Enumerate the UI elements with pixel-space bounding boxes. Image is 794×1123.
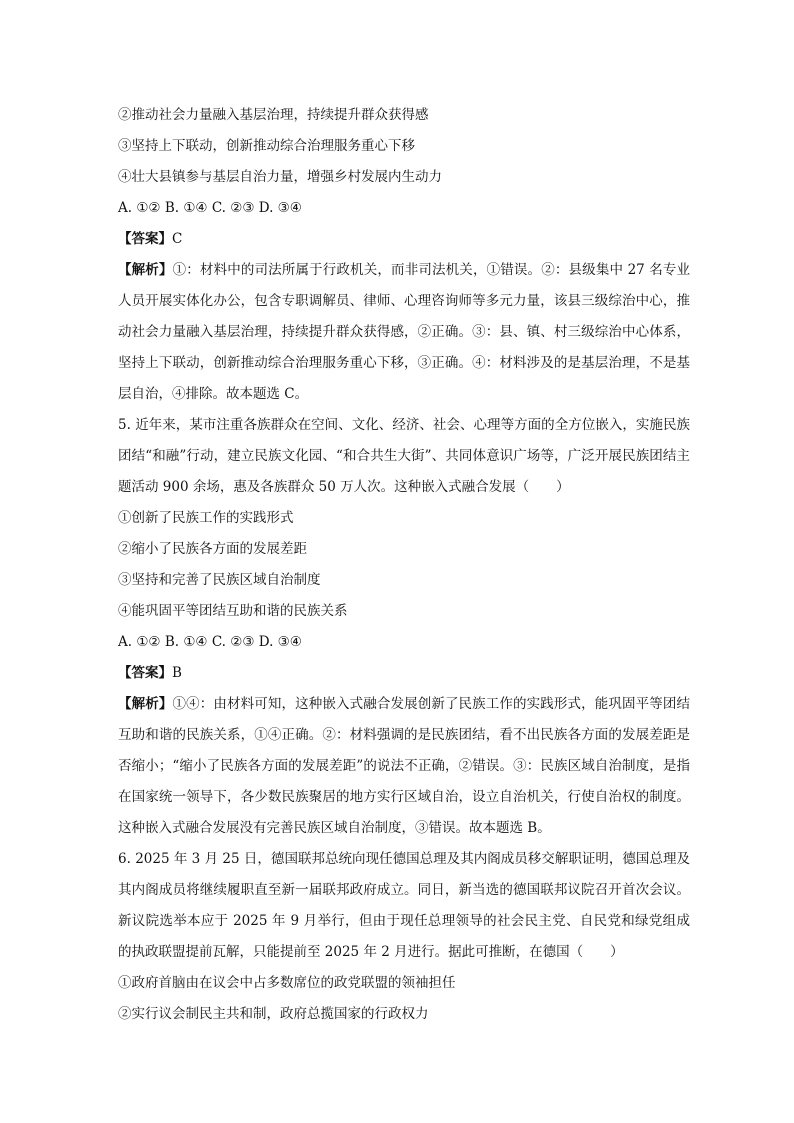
q6-option-1: ①政府首脑由在议会中占多数席位的政党联盟的领袖担任 [118,975,456,991]
q5-option-2: ②缩小了民族各方面的发展差距 [118,541,307,557]
q4-option-2: ②推动社会力量融入基层治理，持续提升群众获得感 [118,107,429,123]
q5-analysis-label: 【解析】 [118,696,173,712]
q5-answer-label: 【答案】 [118,665,172,681]
q4-choices: A. ①② B. ①④ C. ②③ D. ③④ [118,200,302,216]
q5-analysis-text: ①④：由材料可知，这种嵌入式融合发展创新了民族工作的实践形式，能巩固平等团结互助和谐的民族关系，①④正确。②：材料强调的是民族团结，看不出民族各方面的发展差距是否缩小；“缩小了民族各方面的发展差距”的说法不正确，②错误。③：民族区域自治制度，是指在国家统一领导下，各少数民族聚居的地方实行区域自治，设立自治机关，行使自治权的制度。这种嵌入式融合发展没有完善民族区域自治制度，③错误。故本题选 B。 [118,696,691,836]
q4-option-3: ③坚持上下联动，创新推动综合治理服务重心下移 [118,138,415,154]
q4-analysis-text: ①：材料中的司法所属于行政机关，而非司法机关，①错误。②：县级集中 27 名专业人员开展实体化办公，包含专职调解员、律师、心理咨询师等多元力量，该县三级综治中心，推动社会力量融入基层治理，持续提升群众获得感，②正确。③：县、镇、村三级综治中心体系，坚持上下联动，创新推动综合治理服务重心下移，③正确。④：材料涉及的是基层治理，不是基层自治，④排除。故本题选 C。 [118,262,690,402]
q5-answer-value: B [172,665,182,681]
q4-analysis-label: 【解析】 [118,262,173,278]
q5-answer [118,658,690,689]
q5-option-4: ④能巩固平等团结互助和谐的民族关系 [118,603,348,619]
q4-option-4: ④壮大县镇参与基层自治力量，增强乡村发展内生动力 [118,169,442,185]
q5-option-1: ①创新了民族工作的实践形式 [118,510,294,526]
document-page [118,100,690,1030]
q6-option-2: ②实行议会制民主共和制，政府总揽国家的行政权力 [118,1006,429,1022]
q5-analysis [118,689,690,844]
q5-option-3: ③坚持和完善了民族区域自治制度 [118,572,321,588]
q5-stem: 5. 近年来，某市注重各族群众在空间、文化、经济、社会、心理等方面的全方位嵌入，实施民族团结“和融”行动，建立民族文化园、“和合共生大街”、共同体意识广场等，广泛开展民族团结主题活动 900 余场，惠及各族群众 50 万人次。这种嵌入式融合发展（ ） [118,417,690,495]
q4-answer-value: C [172,231,183,247]
q5-choices: A. ①② B. ①④ C. ②③ D. ③④ [118,634,302,650]
q6-stem: 6. 2025 年 3 月 25 日，德国联邦总统向现任德国总理及其内阁成员移交解职证明，德国总理及其内阁成员将继续履职直至新一届联邦政府成立。同日，新当选的德国联邦议院召开首次会议。新议院选举本应于 2025 年 9 月举行，但由于现任总理领导的社会民主党、自民党和绿党组成的执政联盟提前瓦解，只能提前至 2025 年 2 月进行。据此可推断，在德国（ ） [118,851,690,960]
q4-analysis [118,255,690,410]
q4-answer-label: 【答案】 [118,231,172,247]
q4-answer [118,224,690,255]
